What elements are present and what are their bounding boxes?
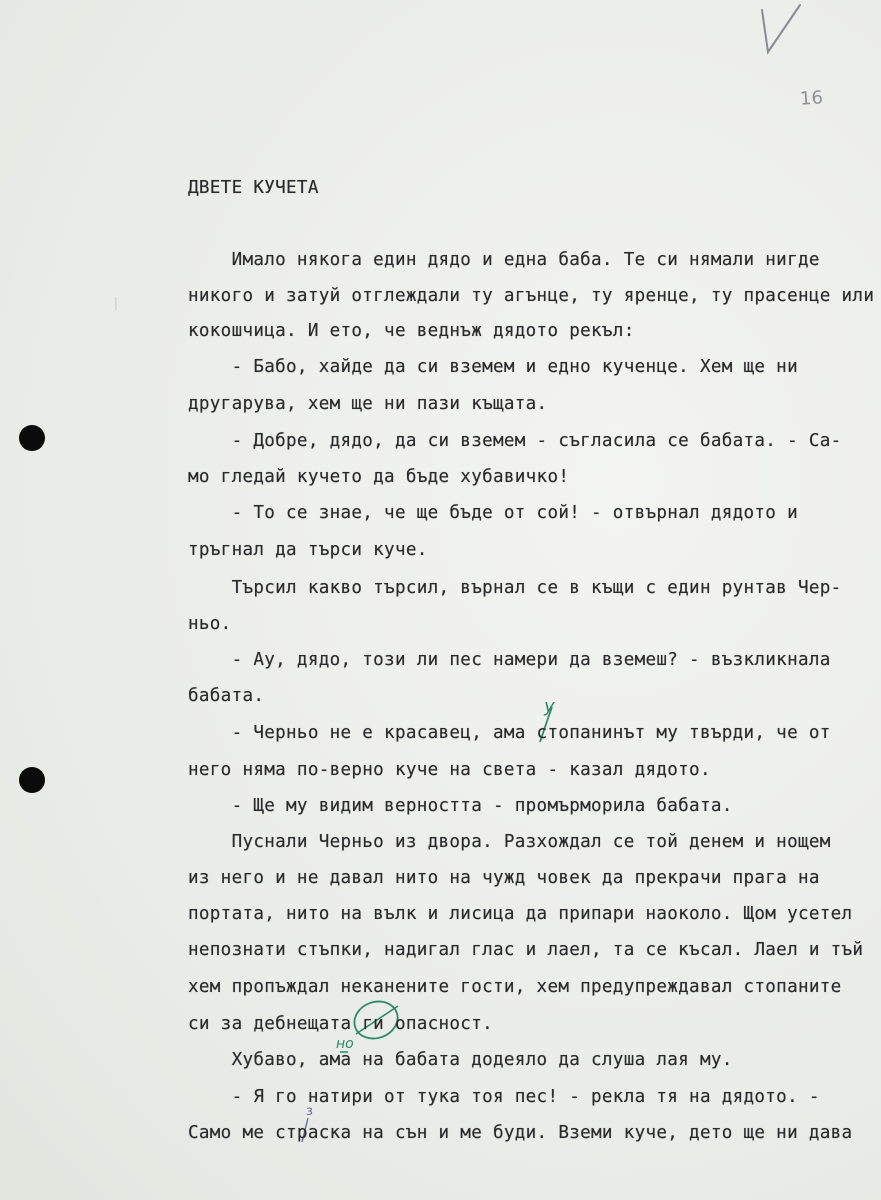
text-line: другарува, хем ще ни пази къщата.	[188, 394, 548, 414]
text-line: - Я го натири от тука тоя пес! - рекла тя на дядото. -	[188, 1087, 820, 1107]
correction-mark-1: у	[544, 696, 555, 717]
text-line: - Ау, дядо, този ли пес намери да вземеш? - възкликнала	[188, 650, 831, 670]
text-line: мо гледай кучето да бъде хубавичко!	[188, 467, 570, 487]
pencil-check-mark	[762, 5, 800, 52]
correction-mark-2: но	[336, 1036, 354, 1052]
text-line: кокошчица. И ето, че веднъж дядото рекъл:	[188, 321, 635, 341]
text-line: - Добре, дядо, да си вземем - съгласила се бабата. - Са-	[188, 431, 842, 451]
text-line: - Бабо, хайде да си вземем и едно кученце. Хем ще ни	[188, 357, 798, 377]
text-line: Само ме страска на сън и ме буди. Вземи куче, дето ще ни дава	[188, 1123, 853, 1143]
text-line: него няма по-верно куче на света - казал дядото.	[188, 760, 711, 780]
text-line: никого и затуй отглеждали ту агънце, ту яренце, ту прасенце или	[188, 286, 875, 306]
text-line: хем пропъждал неканените гости, хем предупреждавал стопаните	[188, 977, 842, 997]
text-line: - Черньо не е красавец, ама стопанинът му твърди, че от	[188, 723, 831, 743]
page-number: 16	[799, 87, 824, 110]
text-line: Хубаво, ама на бабата додеяло да слуша лая му.	[188, 1050, 733, 1070]
text-line: бабата.	[188, 686, 265, 706]
text-line: Търсил какво търсил, върнал се в къщи с един рунтав Чер-	[188, 578, 842, 598]
page-title: ДВЕТЕ КУЧЕТА	[188, 178, 319, 198]
text-line: из него и не давал нито на чужд човек да прекрачи прага на	[188, 868, 820, 888]
text-line: портата, нито на вълк и лисица да припари наоколо. Щом усетел	[188, 904, 853, 924]
text-line: - То се знае, че ще бъде от сой! - отвърнал дядото и	[188, 503, 798, 523]
text-line: тръгнал да търси куче.	[188, 540, 428, 560]
text-line: непознати стъпки, надигал глас и лаел, та се късал. Лаел и тъй	[188, 940, 864, 960]
text-line: Имало някога един дядо и една баба. Те си нямали нигде	[188, 250, 820, 270]
text-line: Пуснали Черньо из двора. Разхождал се той денем и нощем	[188, 832, 831, 852]
text-line: си за дебнещата ги опасност.	[188, 1014, 493, 1034]
correction-mark-3: з	[306, 1104, 313, 1119]
text-line: ньо.	[188, 614, 232, 634]
bleed-through-mark: |	[112, 296, 120, 311]
text-line: - Ще му видим верността - промърморила бабата.	[188, 796, 733, 816]
